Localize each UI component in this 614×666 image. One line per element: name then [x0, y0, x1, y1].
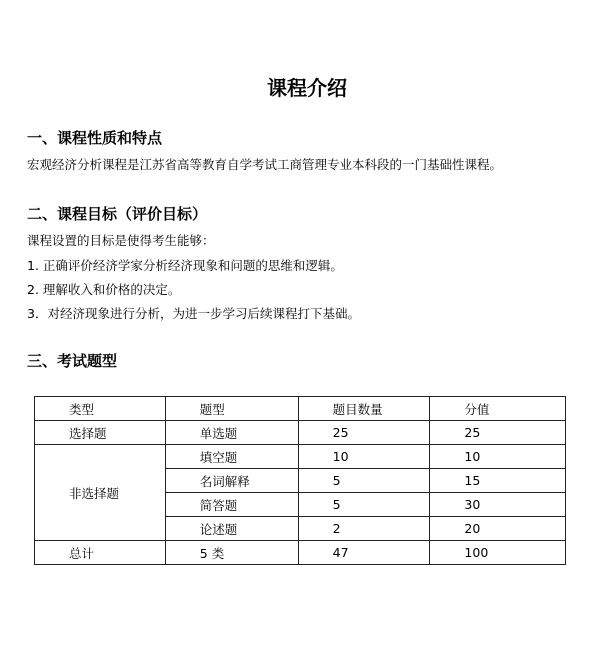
total-score-cell: 100 — [430, 541, 566, 565]
subtype-cell: 名词解释 — [165, 469, 298, 493]
count-cell: 25 — [298, 421, 430, 445]
subtype-cell: 单选题 — [165, 421, 298, 445]
course-nature-text: 宏观经济分析课程是江苏省高等教育自学考试工商管理专业本科段的一门基础性课程。 — [27, 157, 503, 172]
subtype-cell: 简答题 — [165, 493, 298, 517]
goals-intro: 课程设置的目标是使得考生能够： — [27, 233, 215, 248]
header-cell-count: 题目数量 — [298, 397, 430, 421]
goal-item-2: 2. 理解收入和价格的决定。 — [27, 282, 181, 297]
score-cell: 25 — [430, 421, 566, 445]
type-cell: 选择题 — [35, 421, 166, 445]
count-cell: 2 — [298, 517, 430, 541]
total-subtype-cell: 5 类 — [165, 541, 298, 565]
table-header-row — [35, 397, 566, 421]
count-cell: 5 — [298, 493, 430, 517]
score-cell: 10 — [430, 445, 566, 469]
subtype-cell: 论述题 — [165, 517, 298, 541]
score-cell: 20 — [430, 517, 566, 541]
table-total-row — [35, 541, 566, 565]
score-cell: 30 — [430, 493, 566, 517]
goal-item-1: 1. 正确评价经济学家分析经济现象和问题的思维和逻辑。 — [27, 258, 343, 273]
total-count-cell: 47 — [298, 541, 430, 565]
score-cell: 15 — [430, 469, 566, 493]
subtype-cell: 填空题 — [165, 445, 298, 469]
section-heading-nature: 一、课程性质和特点 — [27, 129, 163, 147]
count-cell: 10 — [298, 445, 430, 469]
page-title: 课程介绍 — [267, 76, 347, 100]
exam-type-table — [34, 396, 566, 565]
count-cell: 5 — [298, 469, 430, 493]
table-row — [35, 445, 566, 469]
table-row — [35, 421, 566, 445]
header-cell-subtype: 题型 — [165, 397, 298, 421]
type-cell-merged: 非选择题 — [35, 445, 166, 541]
goal-item-3: 3．对经济现象进行分析，为进一步学习后续课程打下基础。 — [27, 306, 360, 321]
header-cell-type: 类型 — [35, 397, 166, 421]
total-label-cell: 总计 — [35, 541, 166, 565]
section-heading-goals: 二、课程目标（评价目标） — [27, 205, 208, 223]
header-cell-score: 分值 — [430, 397, 566, 421]
section-heading-exam-types: 三、考试题型 — [27, 352, 118, 370]
